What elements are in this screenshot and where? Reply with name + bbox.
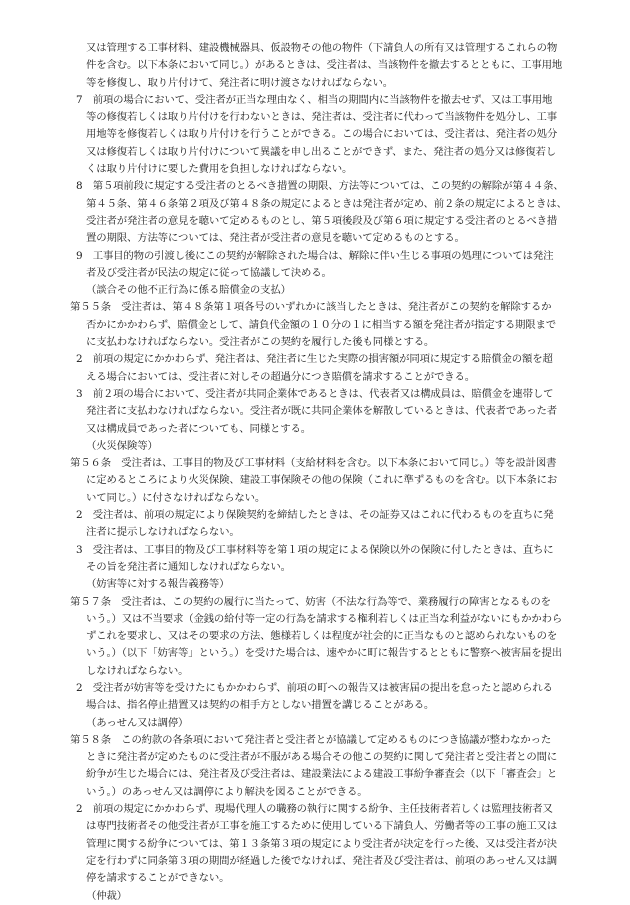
article-56-paragraph-2-line: 2 受注者は、前項の規定により保険契約を締結したときは、その証券又はこれに代わるものを直ちに発 xyxy=(76,509,554,522)
article-58-paragraph-2-line: 定を行わずに同条第３項の期間が経過した後でなければ、発注者及び受注者は、前項のあっせん又は調 xyxy=(86,854,557,867)
article-58-line: 第５８条 この約款の各条項において発注者と受注者とが協議して定めるものにつき協議が整わなかった xyxy=(70,733,552,746)
article-58-line: いう。）のあっせん又は調停により解決を図ることができる。 xyxy=(86,785,368,798)
article-57-heading: （妨害等に対する報告義務等） xyxy=(86,578,230,591)
paragraph-9-line: 9 工事目的物の引渡し後にこの契約が解除された場合は、解除に伴い生じる事項の処理については発注 xyxy=(76,249,554,262)
article-56-line: いて同じ。）に付さなければならない。 xyxy=(86,491,266,504)
article-55-heading: （談合その他不正行為に係る賠償金の支払） xyxy=(86,284,291,297)
paragraph-9-line: 者及び受注者が民法の規定に従って協議して決める。 xyxy=(86,266,332,279)
article-55-paragraph-2-line: える場合においては、受注者に対しその超過分につき賠償を請求することができる。 xyxy=(86,370,475,383)
paragraph-7-line: 等の修復若しくは取り片付けを行わないときは、発注者は、受注者に代わって当該物件を処分し、工事 xyxy=(86,111,557,124)
paragraph-8-line: 受注者が発注者の意見を聴いて定めるものとし、第５項後段及び第６項に規定する受注者のとるべき措 xyxy=(86,214,558,227)
article-55-paragraph-3-line: 3 前２項の場合において、受注者が共同企業体であるときは、代表者又は構成員は、賠償金を連帯して xyxy=(76,387,554,400)
article-57-line: ずこれを要求し、又はその要求の方法、態様若しくは程度が社会的に正当なものと認められないものを xyxy=(86,630,558,643)
paragraph-6-continuation-line: 件を含む。以下本条において同じ。）があるときは、受注者は、当該物件を撤去するとともに、工事用地 xyxy=(86,59,563,72)
article-58-line: 紛争が生じた場合には、発注者及び受注者は、建設業法による建設工事紛争審査会（以下「審査会」と xyxy=(86,768,558,781)
paragraph-8-line: 置の期限、方法等については、発注者が受注者の意見を聴いて定めるものとする。 xyxy=(86,232,465,245)
article-57-paragraph-2-line: 場合は、指名停止措置又は契約の相手方としない措置を講じることがある。 xyxy=(86,699,435,712)
article-56-paragraph-2-line: 注者に提示しなければならない。 xyxy=(86,526,240,539)
article-58-paragraph-2-line: 管理に関する紛争については、第１３条第３項の規定により受注者が決定を行った後、又は受注者が決 xyxy=(86,837,557,850)
article-57-line: いう。）又は不当要求（金銭の給付等一定の行為を請求する権利若しくは正当な利益がないにもかかわら xyxy=(86,612,563,625)
article-55-line: に支払わなければならない。受注者がこの契約を履行した後も同様とする。 xyxy=(86,336,435,349)
article-57-paragraph-2-line: 2 受注者が妨害等を受けたにもかかわらず、前項の町への報告又は被害届の提出を怠ったと認められる xyxy=(76,681,553,694)
article-56-paragraph-3-line: その旨を発注者に通知しなければならない。 xyxy=(86,560,291,573)
article-58-heading: （あっせん又は調停） xyxy=(86,716,189,729)
article-55-paragraph-2-line: 2 前項の規定にかかわらず、発注者は、発注者に生じた実際の損害額が同項に規定する賠償金の額を超 xyxy=(76,353,553,366)
article-56-heading: （火災保険等） xyxy=(86,439,158,452)
paragraph-8-line: 8 第５項前段に規定する受注者のとるべき措置の期限、方法等については、この契約の解除が第４４条、 xyxy=(76,180,564,193)
paragraph-7-line: 用地等を修復若しくは取り片付けを行うことができる。この場合においては、受注者は、発注者の処分 xyxy=(86,128,558,141)
article-56-paragraph-3-line: 3 受注者は、工事目的物及び工事材料等を第１項の規定による保険以外の保険に付したときは、直ちに xyxy=(76,543,554,556)
article-55-line: 第５５条 受注者は、第４８条第１項各号のいずれかに該当したときは、発注者がこの契約を解除するか xyxy=(70,301,552,314)
paragraph-7-line: 7 前項の場合において、受注者が正当な理由なく、相当の期間内に当該物件を撤去せず、又は工事用地 xyxy=(76,93,553,106)
paragraph-8-line: 第４５条、第４６条第２項及び第４８条の規定によるときは発注者が定め、前２条の規定によるときは、 xyxy=(86,197,567,210)
article-58-paragraph-2-line: 2 前項の規定にかかわらず、現場代理人の職務の執行に関する紛争、主任技術者若しくは監理技術者又 xyxy=(76,803,553,816)
article-57-line: 第５７条 受注者は、この契約の履行に当たって、妨害（不法な行為等で、業務履行の障害となるものを xyxy=(70,595,551,608)
article-58-paragraph-2-line: 停を請求することができない。 xyxy=(86,872,230,885)
paragraph-6-continuation-line: 等を修復し、取り片付けて、発注者に明け渡さなければならない。 xyxy=(86,76,394,89)
article-57-line: しなければならない。 xyxy=(86,664,189,677)
article-55-paragraph-3-line: 発注者に支払わなければならない。受注者が既に共同企業体を解散しているときは、代表者であった者 xyxy=(86,405,557,418)
paragraph-6-continuation-line: 又は管理する工事材料、建設機械器具、仮設物その他の物件（下請負人の所有又は管理するこれらの物 xyxy=(86,42,558,54)
article-58-paragraph-2-line: は専門技術者その他受注者が工事を施工するために使用している下請負人、労働者等の工事の施工又は xyxy=(86,820,558,833)
article-58-line: ときに発注者が定めたものに受注者が不服がある場合その他この契約に関して発注者と受注者との間に xyxy=(86,751,558,764)
paragraph-7-line: 又は修復若しくは取り片付けについて異議を申し出ることができず、また、発注者の処分又は修復若し xyxy=(86,145,557,158)
article-55-paragraph-3-line: 又は構成員であった者についても、同様とする。 xyxy=(86,422,311,435)
paragraph-7-line: くは取り片付けに要した費用を負担しなければならない。 xyxy=(86,163,353,176)
article-59-heading: （仲裁） xyxy=(86,889,127,902)
contract-document-page xyxy=(70,40,612,905)
article-56-line: 第５６条 受注者は、工事目的物及び工事材料（支給材料を含む。以下本条において同じ。）等を設計図書 xyxy=(70,457,557,470)
article-55-line: 否かにかかわらず、賠償金として、請負代金額の１０分の１に相当する額を発注者が指定する期限まで xyxy=(86,318,557,331)
article-57-line: いう。）（以下「妨害等」という。）を受けた場合は、速やかに町に報告するとともに警察へ被害届を提出 xyxy=(86,647,562,660)
article-56-line: に定めるところにより火災保険、建設工事保険その他の保険（これに準ずるものを含む。以下本条にお xyxy=(86,474,558,487)
